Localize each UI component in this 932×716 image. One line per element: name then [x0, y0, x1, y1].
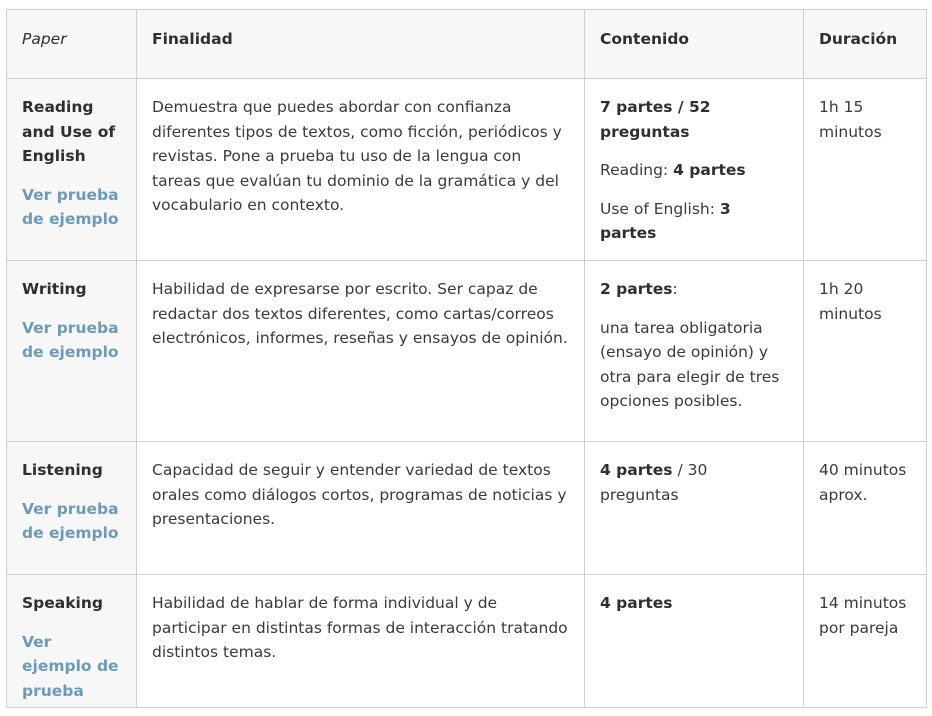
sample-test-link[interactable]: Ver prueba de ejemplo: [22, 185, 119, 228]
paper-cell: [7, 79, 137, 261]
exam-papers-table-container: [6, 9, 927, 708]
contenido-main: [600, 458, 789, 507]
contenido-use-value: 3 partes: [600, 199, 731, 242]
table-row: [7, 79, 927, 261]
paper-name: Writing: [22, 280, 87, 298]
paper-name: Speaking: [22, 594, 103, 612]
paper-cell: [7, 442, 137, 575]
paper-name: Reading and Use of English: [22, 98, 116, 165]
finalidad-cell: Habilidad de hablar de forma individual y de participar en distintas formas de interacción tratando distintos temas.: [137, 575, 585, 708]
contenido-reading-value: 4 partes: [673, 161, 746, 179]
contenido-detail: una tarea obligatoria (ensayo de opinión) y otra para elegir de tres opciones posibles.: [600, 318, 780, 410]
contenido-cell: [585, 575, 804, 708]
finalidad-cell: Habilidad de expresarse por escrito. Ser capaz de redactar dos textos diferentes, como cartas/correos electrónicos, informes, reseñas y ensayos de opinión.: [137, 261, 585, 442]
header-paper: Paper: [7, 10, 137, 79]
contenido-main: 4 partes: [600, 594, 673, 612]
sample-test-link[interactable]: Ver ejemplo de prueba: [22, 632, 119, 700]
duracion-cell: 14 minutos por pareja: [804, 575, 927, 708]
contenido-cell: [585, 261, 804, 442]
exam-papers-table: [6, 9, 927, 708]
contenido-use-label: Use of English:: [600, 199, 720, 218]
table-row: [7, 575, 927, 708]
contenido-main: [600, 277, 789, 302]
finalidad-cell: Capacidad de seguir y entender variedad de textos orales como diálogos cortos, programas de noticias y presentaciones.: [137, 442, 585, 575]
sample-test-link[interactable]: Ver prueba de ejemplo: [22, 499, 119, 542]
contenido-main-rest: :: [672, 280, 678, 298]
header-finalidad: Finalidad: [137, 10, 585, 79]
table-header-row: [7, 10, 927, 79]
duracion-cell: 40 minutos aprox.: [804, 442, 927, 575]
contenido-use-of-english: [600, 197, 789, 246]
sample-test-link[interactable]: Ver prueba de ejemplo: [22, 318, 119, 361]
finalidad-cell: Demuestra que puedes abordar con confianza diferentes tipos de textos, como ficción, periódicos y revistas. Pone a prueba tu uso de la lengua con tareas que evalúan tu dominio de la gramática y del vocabulario en contexto.: [137, 79, 585, 261]
contenido-cell: [585, 79, 804, 261]
contenido-reading-label: Reading:: [600, 161, 674, 179]
paper-name: Listening: [22, 461, 103, 479]
header-duracion: Duración: [804, 10, 927, 79]
contenido-main-rest: / 30 preguntas: [600, 461, 708, 504]
duracion-cell: 1h 20 minutos: [804, 261, 927, 442]
paper-cell: [7, 261, 137, 442]
paper-cell: [7, 575, 137, 708]
table-row: [7, 442, 927, 575]
contenido-main: 7 partes / 52 preguntas: [600, 98, 711, 141]
contenido-main-bold: 2 partes: [600, 280, 673, 298]
contenido-cell: [585, 442, 804, 575]
table-row: [7, 261, 927, 442]
contenido-reading: [600, 158, 789, 183]
header-contenido: Contenido: [585, 10, 804, 79]
duracion-cell: 1h 15 minutos: [804, 79, 927, 261]
contenido-main-bold: 4 partes: [600, 461, 673, 479]
